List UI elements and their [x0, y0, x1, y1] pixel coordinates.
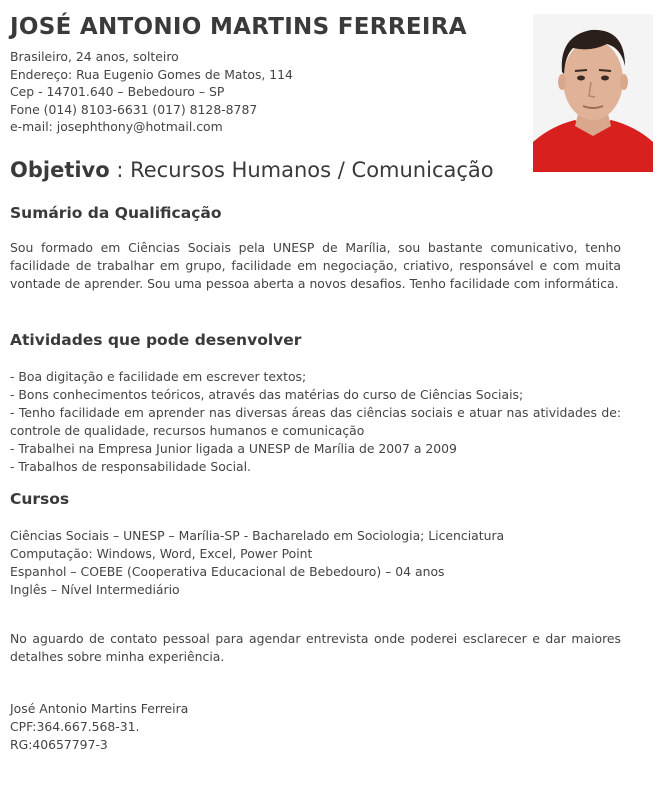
- list-item: Inglês – Nível Intermediário: [10, 582, 180, 597]
- list-item: Ciências Sociais – UNESP – Marília-SP - Bacharelado em Sociologia; Licenciatura: [10, 528, 505, 543]
- objective: [10, 158, 494, 182]
- list-item: Espanhol – COEBE (Cooperativa Educacional de Bebedouro) – 04 anos: [10, 564, 445, 579]
- qualification-text: Sou formado em Ciências Sociais pela UNESP de Marília, sou bastante comunicativo, tenho facilidade de trabalhar em grupo, facilidade em negociação, criativo, responsável e com muita vontade de aprender. Sou uma pessoa aberta a novos desafios. Tenho facilidade com informática.: [10, 240, 621, 291]
- signature-name: José Antonio Martins Ferreira: [10, 701, 189, 716]
- list-item: - Trabalhos de responsabilidade Social.: [10, 459, 251, 474]
- postal-code: Cep - 14701.640 – Bebedouro – SP: [10, 84, 225, 99]
- email: e-mail: josephthony@hotmail.com: [10, 119, 223, 134]
- objective-label: Objetivo: [10, 158, 110, 182]
- address: Endereço: Rua Eugenio Gomes de Matos, 114: [10, 66, 293, 82]
- courses-title: Cursos: [10, 490, 70, 508]
- list-item: - Boa digitação e facilidade em escrever textos;: [10, 369, 307, 384]
- qualification-title: Sumário da Qualificação: [10, 204, 222, 222]
- courses-list: [10, 527, 504, 599]
- candidate-name: JOSÉ ANTONIO MARTINS FERREIRA: [10, 14, 467, 40]
- list-item: Computação: Windows, Word, Excel, Power Point: [10, 546, 313, 561]
- personal-info: Brasileiro, 24 anos, solteiro: [10, 49, 179, 64]
- phone: Fone (014) 8103-6631 (017) 8128-8787: [10, 101, 258, 117]
- header: [10, 12, 520, 136]
- signature-rg: RG:40657797-3: [10, 737, 108, 752]
- list-item: - Trabalhei na Empresa Junior ligada a UNESP de Marília de 2007 a 2009: [10, 441, 457, 456]
- activities-list: [10, 368, 621, 476]
- signature: [10, 700, 188, 754]
- objective-text: : Recursos Humanos / Comunicação: [109, 158, 494, 182]
- signature-cpf: CPF:364.667.568-31.: [10, 719, 140, 734]
- list-item: - Bons conhecimentos teóricos, através das matérias do curso de Ciências Sociais;: [10, 387, 524, 402]
- list-item: - Tenho facilidade em aprender nas diversas áreas das ciências sociais e atuar nas atividades de: controle de qualidade, recursos humanos e comunicação: [10, 405, 621, 438]
- profile-photo: [533, 14, 653, 172]
- activities-title: Atividades que pode desenvolver: [10, 331, 302, 349]
- closing-text: No aguardo de contato pessoal para agendar entrevista onde poderei esclarecer e dar maiores detalhes sobre minha experiência.: [10, 631, 621, 664]
